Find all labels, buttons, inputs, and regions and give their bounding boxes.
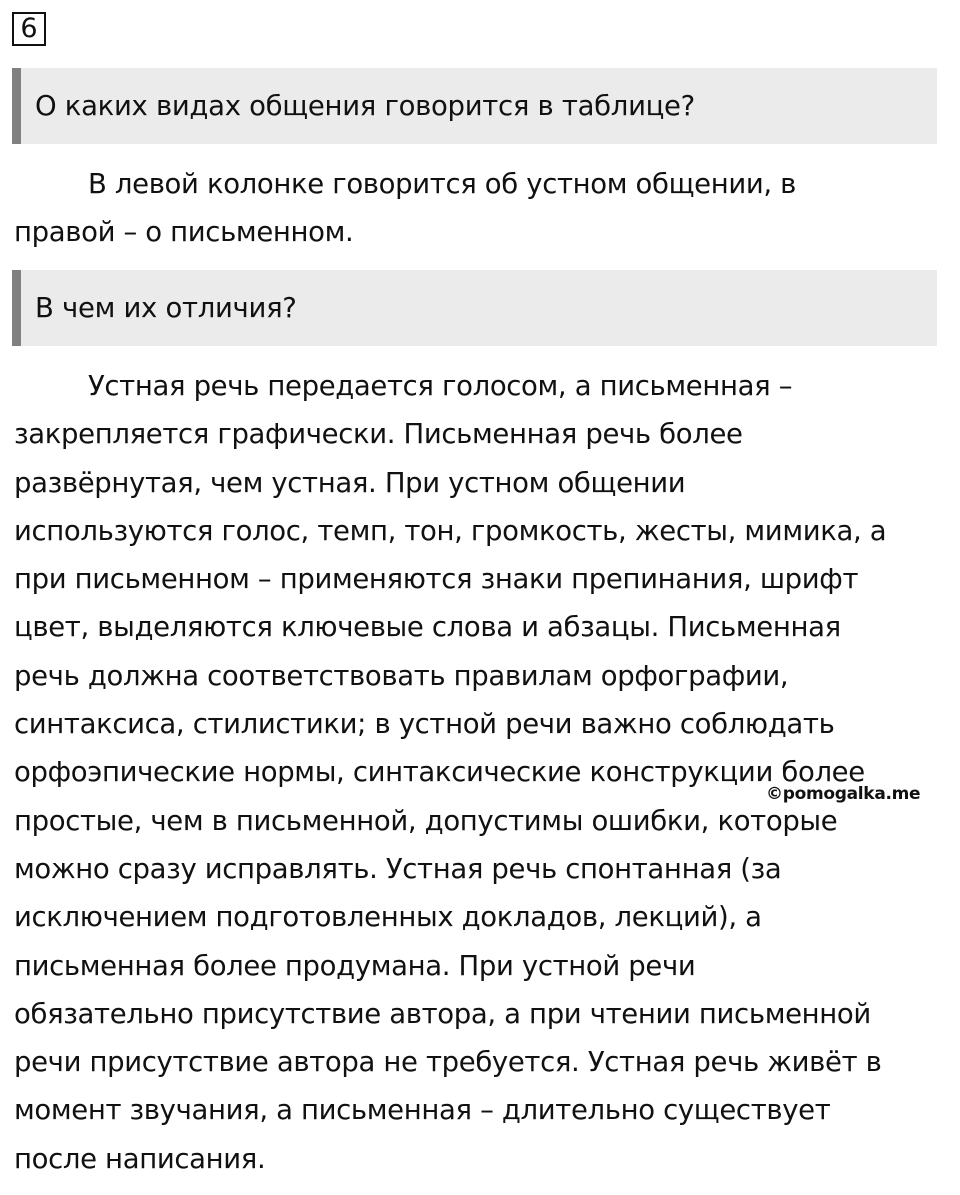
answer-paragraph-2 bbox=[14, 362, 944, 1183]
answer-line: обязательно присутствие автора, а при чтении письменной bbox=[14, 997, 871, 1030]
answer-line: после написания. bbox=[14, 1142, 266, 1175]
watermark: ©pomogalka.me bbox=[766, 784, 921, 804]
task-number: 6 bbox=[12, 12, 46, 46]
answer-line: исключением подготовленных докладов, лекций), а bbox=[14, 901, 762, 934]
answer-line: синтаксиса, стилистики; в устной речи важно соблюдать bbox=[14, 708, 835, 741]
answer-line: при письменном – применяются знаки препинания, шрифт bbox=[14, 563, 859, 596]
question-box-1 bbox=[12, 68, 937, 144]
answer-line: развёрнутая, чем устная. При устном общении bbox=[14, 466, 686, 499]
answer-line: В левой колонке говорится об устном общении, в bbox=[88, 168, 797, 200]
question-text-1: О каких видах общения говорится в таблице? bbox=[35, 90, 695, 122]
question-text-2: В чем их отличия? bbox=[35, 292, 297, 324]
answer-line: речь должна соответствовать правилам орфографии, bbox=[14, 659, 789, 692]
answer-line: Устная речь передается голосом, а письменная – bbox=[88, 370, 793, 402]
answer-line: речи присутствие автора не требуется. Устная речь живёт в bbox=[14, 1046, 882, 1079]
answer-line: правой – о письменном. bbox=[14, 216, 354, 249]
answer-line: простые, чем в письменной, допустимы ошибки, которые bbox=[14, 804, 838, 837]
answer-line: цвет, выделяются ключевые слова и абзацы. Письменная bbox=[14, 611, 841, 644]
question-box-2 bbox=[12, 270, 937, 346]
answer-line: закрепляется графически. Письменная речь более bbox=[14, 418, 743, 451]
answer-paragraph-1 bbox=[14, 160, 944, 257]
answer-line: момент звучания, а письменная – длительно существует bbox=[14, 1094, 831, 1127]
answer-line: письменная более продумана. При устной речи bbox=[14, 949, 696, 982]
answer-line: используются голос, темп, тон, громкость, жесты, мимика, а bbox=[14, 514, 887, 547]
answer-line: можно сразу исправлять. Устная речь спонтанная (за bbox=[14, 852, 782, 885]
answer-line: орфоэпические нормы, синтаксические конструкции более bbox=[14, 756, 865, 789]
